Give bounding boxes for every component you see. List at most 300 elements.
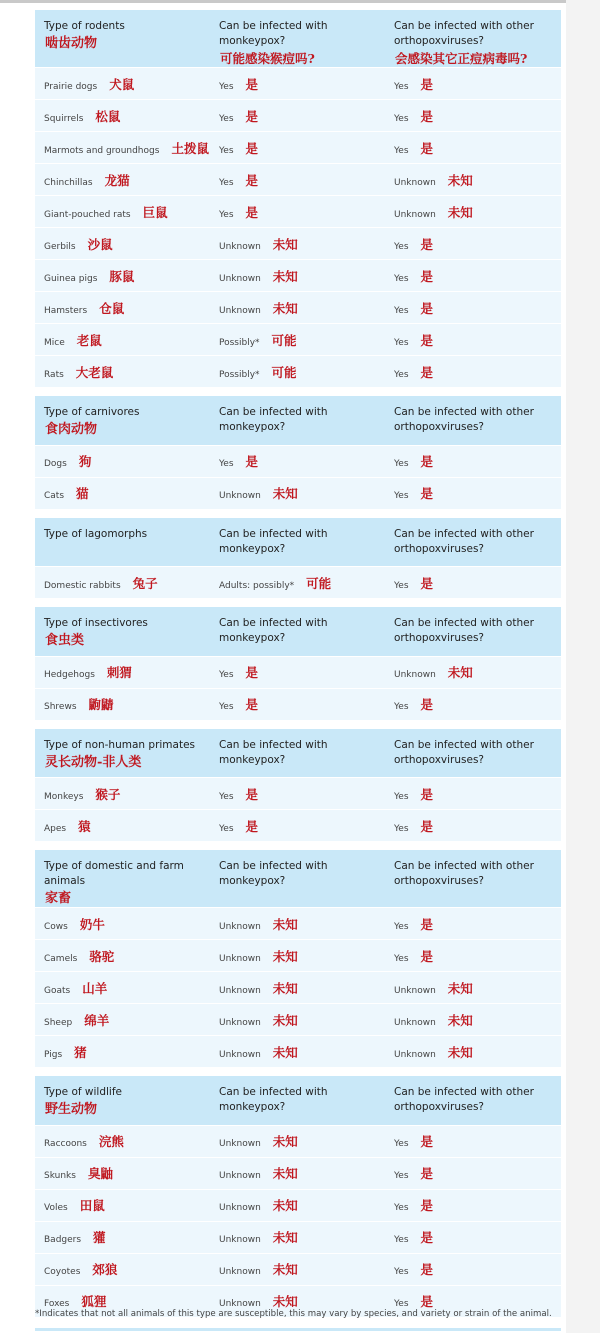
animal-cell xyxy=(35,1004,210,1036)
table-row xyxy=(35,1253,561,1285)
monkeypox-cell-translation: 未知 xyxy=(272,1230,298,1245)
monkeypox-cell-value: Unknown xyxy=(219,1235,261,1245)
animal-cell xyxy=(35,1221,210,1253)
orthopox-cell-translation: 是 xyxy=(420,454,434,469)
orthopox-header-label: Can be infected with other orthopoxviruses? xyxy=(394,738,534,766)
orthopox-cell xyxy=(385,477,561,509)
monkeypox-cell xyxy=(210,68,385,100)
type-header-label: Type of carnivores xyxy=(44,406,140,418)
animal-group-table xyxy=(35,850,561,1067)
orthopox-cell xyxy=(385,688,561,720)
orthopox-cell xyxy=(385,656,561,688)
monkeypox-cell-value: Unknown xyxy=(219,1299,261,1309)
animal-cell xyxy=(35,972,210,1004)
monkeypox-cell xyxy=(210,940,385,972)
orthopox-cell-value: Unknown xyxy=(394,1049,436,1060)
orthopox-cell-translation: 未知 xyxy=(447,665,473,680)
monkeypox-cell-translation: 未知 xyxy=(272,486,298,501)
animal-cell xyxy=(35,196,210,228)
orthopox-cell-value: Yes xyxy=(394,459,409,469)
monkeypox-cell-value: Yes xyxy=(219,177,234,188)
type-header-label: Type of domestic and farm animals xyxy=(44,860,184,887)
monkeypox-cell-translation: 是 xyxy=(245,76,259,92)
monkeypox-cell-translation: 是 xyxy=(245,665,259,680)
table-row xyxy=(35,810,561,842)
animal-cell xyxy=(35,292,210,324)
table-row xyxy=(35,778,561,810)
monkeypox-header xyxy=(210,729,385,778)
monkeypox-cell-translation: 可能 xyxy=(271,332,297,348)
monkeypox-cell-value: Possibly* xyxy=(219,369,260,380)
animal-cell-translation: 绵羊 xyxy=(84,1012,110,1028)
type-header-translation: 啮齿动物 xyxy=(45,36,98,51)
table-row xyxy=(35,1189,561,1221)
monkeypox-cell-translation: 未知 xyxy=(272,1012,298,1028)
orthopox-cell-value: Yes xyxy=(394,241,409,252)
orthopox-header xyxy=(385,1076,561,1125)
orthopox-header-translation: 会感染其它正痘病毒吗? xyxy=(395,51,528,66)
animal-cell-value: Voles xyxy=(44,1203,68,1213)
orthopox-cell-value: Yes xyxy=(394,1267,409,1277)
orthopox-cell xyxy=(385,972,561,1004)
orthopox-cell-translation: 是 xyxy=(420,76,434,92)
monkeypox-cell xyxy=(210,292,385,324)
monkeypox-header-label: Can be infected with monkeypox? xyxy=(219,860,328,887)
type-header xyxy=(35,518,210,567)
monkeypox-cell-value: Unknown xyxy=(219,491,261,501)
monkeypox-header xyxy=(210,396,385,445)
orthopox-cell-translation: 是 xyxy=(420,697,434,712)
monkeypox-cell-translation: 未知 xyxy=(272,1134,298,1149)
orthopox-cell xyxy=(385,228,561,260)
table-row xyxy=(35,940,561,972)
orthopox-cell-value: Yes xyxy=(394,1171,409,1181)
animal-cell xyxy=(35,656,210,688)
animal-cell-value: Coyotes xyxy=(44,1267,81,1277)
monkeypox-cell-value: Yes xyxy=(219,702,234,712)
monkeypox-cell-translation: 是 xyxy=(245,454,259,469)
orthopox-cell xyxy=(385,1157,561,1189)
type-header-translation: 食虫类 xyxy=(45,633,85,648)
orthopox-cell-value: Yes xyxy=(394,1299,409,1309)
monkeypox-cell xyxy=(210,656,385,688)
monkeypox-cell-translation: 是 xyxy=(245,786,259,802)
orthopox-cell xyxy=(385,132,561,164)
table-row xyxy=(35,100,561,132)
orthopox-cell-translation: 未知 xyxy=(447,1044,473,1060)
group-header-row xyxy=(35,396,561,445)
orthopox-header xyxy=(385,607,561,656)
orthopox-cell-value: Yes xyxy=(394,702,409,712)
orthopox-cell-value: Yes xyxy=(394,113,409,124)
orthopox-cell xyxy=(385,1036,561,1068)
type-header-label: Type of lagomorphs xyxy=(44,527,148,540)
orthopox-cell-translation: 是 xyxy=(420,332,434,348)
orthopox-cell-value: Yes xyxy=(394,921,409,932)
monkeypox-cell-translation: 未知 xyxy=(272,916,298,932)
animal-cell-value: Squirrels xyxy=(44,113,84,124)
animal-cell xyxy=(35,324,210,356)
animal-cell xyxy=(35,778,210,810)
monkeypox-header xyxy=(210,850,385,908)
animal-cell xyxy=(35,356,210,388)
monkeypox-cell-translation: 未知 xyxy=(272,1294,298,1309)
animal-cell-value: Gerbils xyxy=(44,241,76,252)
monkeypox-cell xyxy=(210,164,385,196)
type-header xyxy=(35,1076,210,1125)
orthopox-cell xyxy=(385,810,561,842)
animal-group-table xyxy=(35,1076,561,1317)
animal-cell-translation: 浣熊 xyxy=(98,1134,124,1149)
monkeypox-cell-translation: 未知 xyxy=(272,948,298,964)
monkeypox-cell-value: Unknown xyxy=(219,953,261,964)
group-header-row xyxy=(35,10,561,68)
orthopox-cell-value: Unknown xyxy=(394,177,436,188)
type-header-label: Type of insectivores xyxy=(44,617,148,629)
orthopox-cell-translation: 是 xyxy=(420,575,434,591)
monkeypox-cell-translation: 是 xyxy=(245,818,259,834)
orthopox-cell xyxy=(385,778,561,810)
animal-group-table xyxy=(35,729,561,842)
orthopox-header xyxy=(385,10,561,68)
animal-cell-value: Skunks xyxy=(44,1171,76,1181)
orthopox-cell xyxy=(385,940,561,972)
monkeypox-cell-translation: 未知 xyxy=(272,300,298,316)
monkeypox-cell-value: Unknown xyxy=(219,921,261,932)
monkeypox-cell xyxy=(210,567,385,599)
monkeypox-cell-value: Unknown xyxy=(219,1171,261,1181)
animal-cell-translation: 狗 xyxy=(78,454,92,469)
type-header-label: Type of wildlife xyxy=(44,1086,122,1098)
orthopox-cell-value: Yes xyxy=(394,273,409,284)
orthopox-cell-value: Yes xyxy=(394,337,409,348)
monkeypox-cell-translation: 可能 xyxy=(271,364,297,380)
table-row xyxy=(35,1004,561,1036)
animal-cell-value: Raccoons xyxy=(44,1139,87,1149)
monkeypox-cell-value: Unknown xyxy=(219,305,261,316)
animal-cell-translation: 猴子 xyxy=(95,786,121,802)
orthopox-cell xyxy=(385,1125,561,1157)
orthopox-cell-value: Yes xyxy=(394,580,409,591)
monkeypox-cell-value: Unknown xyxy=(219,1017,261,1028)
orthopox-cell-value: Yes xyxy=(394,1203,409,1213)
animal-cell-value: Giant-pouched rats xyxy=(44,209,131,220)
orthopox-header-label: Can be infected with other orthopoxviruses? xyxy=(394,527,534,555)
monkeypox-cell-value: Unknown xyxy=(219,985,261,996)
orthopox-cell xyxy=(385,164,561,196)
type-header xyxy=(35,396,210,445)
monkeypox-header xyxy=(210,1076,385,1125)
table-row xyxy=(35,68,561,100)
animal-cell-value: Marmots and groundhogs xyxy=(44,145,160,156)
orthopox-cell xyxy=(385,908,561,940)
orthopox-cell-translation: 是 xyxy=(420,140,434,156)
monkeypox-header-label: Can be infected with monkeypox? xyxy=(219,527,328,555)
table-row xyxy=(35,445,561,477)
type-header-translation: 灵长动物-非人类 xyxy=(45,754,142,770)
monkeypox-cell xyxy=(210,1036,385,1068)
orthopox-header-label: Can be infected with other orthopoxviruses? xyxy=(394,20,534,47)
orthopox-cell-translation: 是 xyxy=(420,364,434,380)
animal-cell-translation: 鼩鼱 xyxy=(88,697,114,712)
type-header-translation: 野生动物 xyxy=(45,1102,98,1117)
orthopox-header xyxy=(385,850,561,908)
orthopox-header xyxy=(385,518,561,567)
animal-cell-translation: 仓鼠 xyxy=(99,300,125,316)
orthopox-cell-translation: 是 xyxy=(420,486,434,501)
animal-cell xyxy=(35,68,210,100)
animal-cell-translation: 猿 xyxy=(78,818,91,834)
monkeypox-cell-translation: 未知 xyxy=(272,980,298,996)
animal-cell xyxy=(35,445,210,477)
monkeypox-cell-value: Yes xyxy=(219,823,234,834)
orthopox-header-label: Can be infected with other orthopoxviruses? xyxy=(394,1086,534,1113)
monkeypox-header-label: Can be infected with monkeypox? xyxy=(219,406,328,433)
monkeypox-cell xyxy=(210,778,385,810)
orthopox-cell-value: Yes xyxy=(394,145,409,156)
orthopox-cell-translation: 是 xyxy=(420,786,434,802)
animal-cell-translation: 豚鼠 xyxy=(109,268,135,284)
animal-cell-value: Dogs xyxy=(44,459,67,469)
orthopox-cell-translation: 是 xyxy=(420,1230,434,1245)
orthopox-cell-translation: 是 xyxy=(420,916,434,932)
monkeypox-cell xyxy=(210,445,385,477)
monkeypox-header xyxy=(210,518,385,567)
animal-cell xyxy=(35,132,210,164)
monkeypox-cell-value: Yes xyxy=(219,81,234,92)
orthopox-cell xyxy=(385,68,561,100)
monkeypox-cell-value: Unknown xyxy=(219,1203,261,1213)
animal-cell-value: Chinchillas xyxy=(44,177,93,188)
table-row xyxy=(35,228,561,260)
orthopox-cell-translation: 是 xyxy=(420,300,434,316)
monkeypox-cell xyxy=(210,477,385,509)
orthopox-cell-translation: 未知 xyxy=(447,980,473,996)
monkeypox-cell xyxy=(210,1253,385,1285)
monkeypox-cell-value: Yes xyxy=(219,145,234,156)
monkeypox-cell-translation: 是 xyxy=(245,172,259,188)
type-header xyxy=(35,729,210,778)
group-header-row xyxy=(35,729,561,778)
animal-cell-value: Guinea pigs xyxy=(44,273,98,284)
orthopox-cell-value: Yes xyxy=(394,491,409,501)
animal-cell-translation: 土拨鼠 xyxy=(171,140,209,156)
animal-cell-value: Hamsters xyxy=(44,305,88,316)
animal-cell-value: Monkeys xyxy=(44,791,84,802)
table-row xyxy=(35,260,561,292)
monkeypox-cell-value: Unknown xyxy=(219,1049,261,1060)
orthopox-cell-value: Unknown xyxy=(394,209,436,220)
orthopox-cell-value: Unknown xyxy=(394,985,436,996)
monkeypox-cell-value: Yes xyxy=(219,113,234,124)
monkeypox-cell xyxy=(210,132,385,164)
monkeypox-header-label: Can be infected with monkeypox? xyxy=(219,738,328,766)
orthopox-cell-value: Yes xyxy=(394,305,409,316)
orthopox-cell-translation: 未知 xyxy=(447,204,473,220)
table-row xyxy=(35,132,561,164)
animal-cell-translation: 郊狼 xyxy=(92,1262,118,1277)
type-header-label: Type of non-human primates xyxy=(44,738,196,751)
animal-cell xyxy=(35,1189,210,1221)
monkeypox-cell xyxy=(210,810,385,842)
orthopox-cell xyxy=(385,196,561,228)
animal-cell-value: Foxes xyxy=(44,1299,70,1309)
animal-cell-value: Cats xyxy=(44,491,65,501)
orthopox-cell-translation: 是 xyxy=(420,1294,434,1309)
orthopox-cell xyxy=(385,100,561,132)
monkeypox-header-label: Can be infected with monkeypox? xyxy=(219,1086,328,1113)
animal-group-table xyxy=(35,518,561,599)
animal-cell-value: Domestic rabbits xyxy=(44,580,121,591)
animal-cell-translation: 猫 xyxy=(76,486,89,501)
orthopox-cell xyxy=(385,292,561,324)
monkeypox-cell-translation: 未知 xyxy=(272,1044,298,1060)
monkeypox-cell xyxy=(210,1157,385,1189)
orthopox-cell-translation: 是 xyxy=(420,818,434,834)
animal-cell xyxy=(35,1125,210,1157)
animal-cell-translation: 老鼠 xyxy=(76,332,102,348)
monkeypox-cell-translation: 可能 xyxy=(306,575,332,591)
monkeypox-cell xyxy=(210,972,385,1004)
orthopox-cell-translation: 是 xyxy=(420,268,434,284)
animal-cell xyxy=(35,908,210,940)
monkeypox-cell-translation: 是 xyxy=(245,108,259,124)
top-scroll-edge xyxy=(0,0,600,3)
animal-cell-translation: 獾 xyxy=(93,1230,106,1245)
animal-cell-value: Sheep xyxy=(44,1017,73,1028)
orthopox-header xyxy=(385,396,561,445)
orthopox-header-label: Can be infected with other orthopoxviruses? xyxy=(394,617,534,644)
animal-cell xyxy=(35,810,210,842)
monkeypox-header-label: Can be infected with monkeypox? xyxy=(219,617,328,644)
animal-cell-value: Rats xyxy=(44,369,64,380)
animal-cell xyxy=(35,164,210,196)
right-margin xyxy=(566,0,600,1333)
animal-cell-translation: 骆驼 xyxy=(89,948,115,964)
monkeypox-cell-value: Possibly* xyxy=(219,337,260,348)
orthopox-cell-translation: 是 xyxy=(420,1166,434,1181)
monkeypox-cell xyxy=(210,1004,385,1036)
table-row xyxy=(35,688,561,720)
type-header xyxy=(35,850,210,908)
animal-cell-translation: 沙鼠 xyxy=(87,236,113,252)
type-header xyxy=(35,607,210,656)
bottom-table-edge xyxy=(35,1328,561,1331)
monkeypox-cell-value: Unknown xyxy=(219,1267,261,1277)
orthopox-cell-translation: 未知 xyxy=(447,172,473,188)
animal-cell-translation: 大老鼠 xyxy=(75,364,114,380)
orthopox-cell-translation: 是 xyxy=(420,1262,434,1277)
orthopox-cell-value: Unknown xyxy=(394,1017,436,1028)
monkeypox-cell-translation: 未知 xyxy=(272,236,298,252)
animal-susceptibility-tables xyxy=(35,10,561,1326)
animal-group-table xyxy=(35,396,561,509)
orthopox-cell-translation: 是 xyxy=(420,1134,434,1149)
orthopox-cell-value: Yes xyxy=(394,791,409,802)
monkeypox-cell xyxy=(210,324,385,356)
orthopox-cell-value: Yes xyxy=(394,1139,409,1149)
animal-cell-translation: 狐狸 xyxy=(81,1294,107,1309)
orthopox-cell xyxy=(385,567,561,599)
animal-cell xyxy=(35,477,210,509)
animal-cell-value: Goats xyxy=(44,985,71,996)
animal-cell-value: Mice xyxy=(44,337,65,348)
monkeypox-cell-value: Unknown xyxy=(219,241,261,252)
animal-cell xyxy=(35,940,210,972)
monkeypox-cell-translation: 未知 xyxy=(272,1262,298,1277)
monkeypox-cell-translation: 未知 xyxy=(272,268,298,284)
animal-cell xyxy=(35,1036,210,1068)
orthopox-cell xyxy=(385,260,561,292)
monkeypox-header-translation: 可能感染猴痘吗? xyxy=(220,51,315,66)
orthopox-cell xyxy=(385,1253,561,1285)
orthopox-cell-translation: 是 xyxy=(420,236,434,252)
monkeypox-cell-value: Unknown xyxy=(219,273,261,284)
monkeypox-cell xyxy=(210,908,385,940)
monkeypox-cell xyxy=(210,1221,385,1253)
table-row xyxy=(35,164,561,196)
monkeypox-cell xyxy=(210,688,385,720)
orthopox-cell-value: Unknown xyxy=(394,670,436,680)
animal-cell-translation: 田鼠 xyxy=(79,1198,105,1213)
orthopox-cell-value: Yes xyxy=(394,823,409,834)
table-row xyxy=(35,908,561,940)
animal-cell-translation: 臭鼬 xyxy=(87,1166,113,1181)
animal-cell-translation: 奶牛 xyxy=(79,916,105,932)
animal-cell-translation: 犬鼠 xyxy=(109,76,135,92)
animal-cell-value: Camels xyxy=(44,953,78,964)
animal-cell-translation: 巨鼠 xyxy=(142,204,168,220)
monkeypox-cell-translation: 是 xyxy=(245,140,259,156)
animal-cell-value: Apes xyxy=(44,823,67,834)
monkeypox-cell xyxy=(210,260,385,292)
type-header-translation: 食肉动物 xyxy=(45,422,98,437)
animal-cell-value: Shrews xyxy=(44,702,77,712)
orthopox-cell-value: Yes xyxy=(394,953,409,964)
orthopox-cell xyxy=(385,1221,561,1253)
type-header-translation: 家畜 xyxy=(45,891,72,906)
animal-cell xyxy=(35,228,210,260)
monkeypox-header xyxy=(210,607,385,656)
table-row xyxy=(35,1125,561,1157)
animal-cell xyxy=(35,567,210,599)
table-row xyxy=(35,1157,561,1189)
monkeypox-cell-value: Yes xyxy=(219,791,234,802)
animal-group-table xyxy=(35,10,561,387)
animal-cell-value: Hedgehogs xyxy=(44,670,95,680)
monkeypox-cell xyxy=(210,1189,385,1221)
animal-cell xyxy=(35,100,210,132)
group-header-row xyxy=(35,518,561,567)
orthopox-cell-value: Yes xyxy=(394,369,409,380)
animal-cell-translation: 刺猬 xyxy=(106,665,132,680)
table-row xyxy=(35,292,561,324)
orthopox-cell-translation: 是 xyxy=(420,1198,434,1213)
group-header-row xyxy=(35,850,561,908)
animal-cell xyxy=(35,688,210,720)
monkeypox-cell-translation: 是 xyxy=(245,204,259,220)
animal-group-table xyxy=(35,607,561,720)
orthopox-header xyxy=(385,729,561,778)
monkeypox-cell-value: Unknown xyxy=(219,1139,261,1149)
animal-cell-translation: 猪 xyxy=(74,1044,87,1060)
table-row xyxy=(35,356,561,388)
table-row xyxy=(35,656,561,688)
orthopox-cell xyxy=(385,356,561,388)
type-header-label: Type of rodents xyxy=(44,20,125,32)
group-header-row xyxy=(35,1076,561,1125)
group-header-row xyxy=(35,607,561,656)
